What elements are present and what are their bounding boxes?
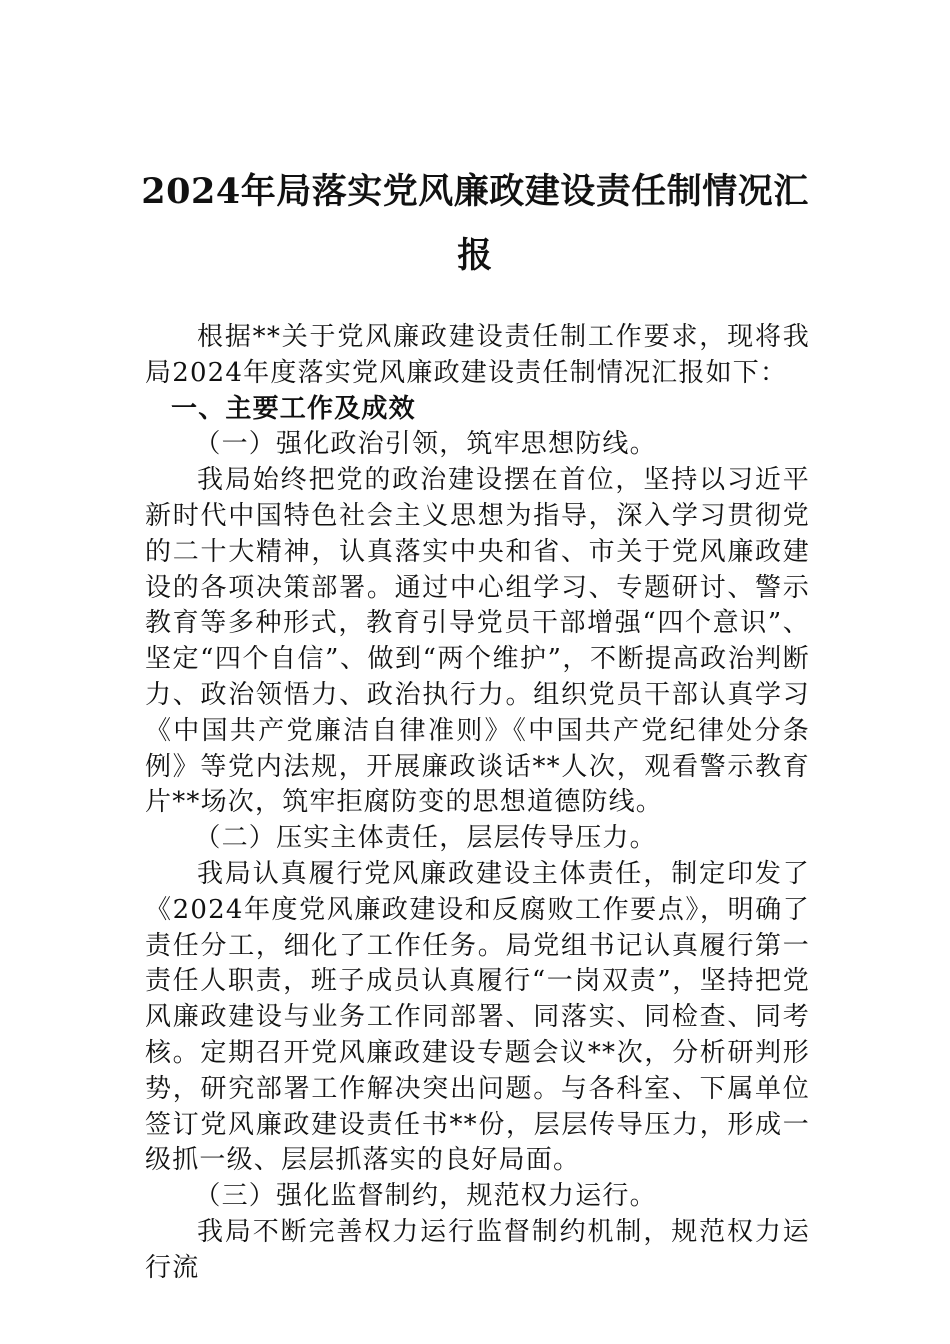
subsection-paragraph-2: 我局认真履行党风廉政建设主体责任，制定印发了《2024年度党风廉政建设和反腐败工作要点》，明确了责任分工，细化了工作任务。局党组书记认真履行第一责任人职责，班子成员认真履行“一岗双责”，坚持把党风廉政建设与业务工作同部署、同落实、同检查、同考核。定期召开党风廉政建设专题会议**次，分析研判形势，研究部署工作解决突出问题。与各科室、下属单位签订党风廉政建设责任书**份，层层传导压力，形成一级抓一级、层层抓落实的良好局面。 [145,858,810,1176]
document-body [145,320,810,1287]
subsection-paragraph-1: 我局始终把党的政治建设摆在首位，坚持以习近平新时代中国特色社会主义思想为指导，深入学习贯彻党的二十大精神，认真落实中央和省、市关于党风廉政建设的各项决策部署。通过中心组学习、专题研讨、警示教育等多种形式，教育引导党员干部增强“四个意识”、坚定“四个自信”、做到“两个维护”，不断提高政治判断力、政治领悟力、政治执行力。组织党员干部认真学习《中国共产党廉洁自律准则》《中国共产党纪律处分条例》等党内法规，开展廉政谈话**人次，观看警示教育片**场次，筑牢拒腐防变的思想道德防线。 [145,465,810,818]
document-title [140,160,810,288]
subsection-heading-2: （二）压实主体责任，层层传导压力。 [194,823,657,854]
title-line-1: 2024年局落实党风廉政建设责任制情况汇 [141,171,809,212]
intro-paragraph: 根据**关于党风廉政建设责任制工作要求，现将我局2024年度落实党风廉政建设责任制情况汇报如下： [145,322,810,388]
subsection-paragraph-3: 我局不断完善权力运行监督制约机制，规范权力运行流 [145,1216,810,1283]
title-line-2: 报 [457,235,493,276]
section-heading-1: 一、主要工作及成效 [171,393,416,424]
subsection-heading-1: （一）强化政治引领，筑牢思想防线。 [194,429,657,460]
subsection-heading-3: （三）强化监督制约，规范权力运行。 [194,1181,657,1212]
